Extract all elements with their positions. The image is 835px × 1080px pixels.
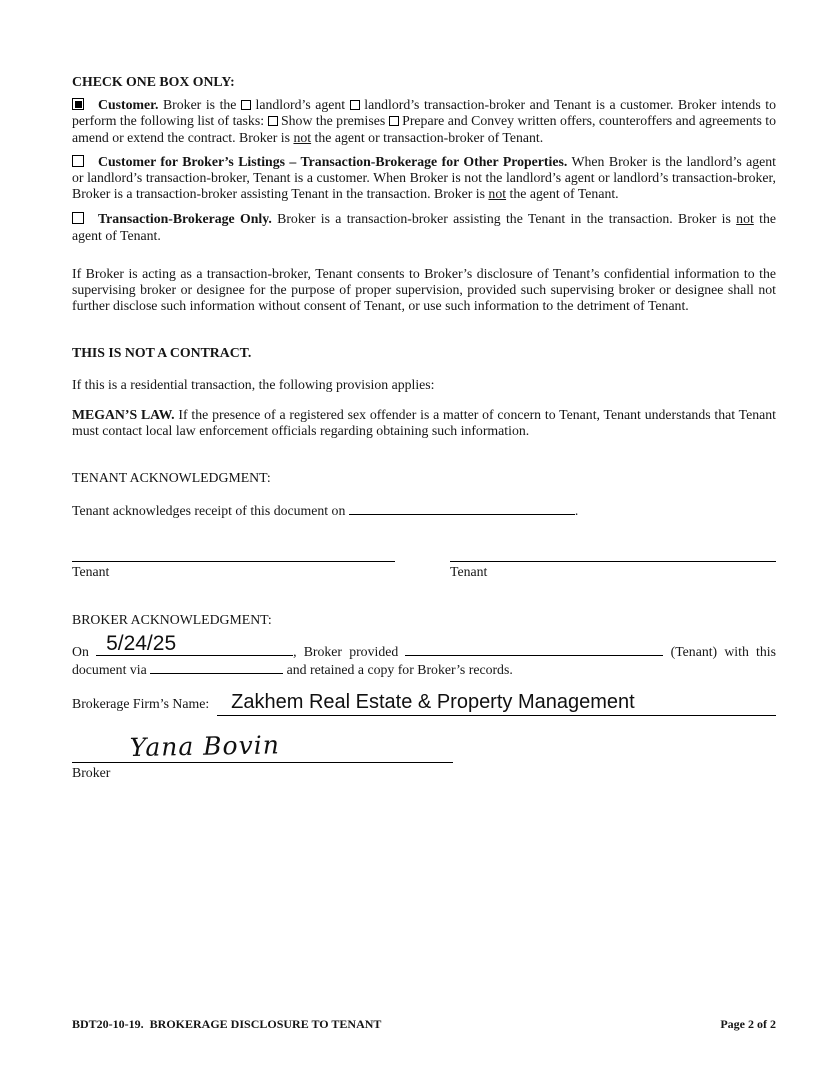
checkbox-prepare-convey[interactable]: [389, 116, 399, 126]
option-listings-text: the agent of Tenant.: [509, 186, 619, 202]
broker-signature-label: Broker: [72, 765, 111, 781]
checkbox-landlords-transaction-broker[interactable]: [350, 100, 360, 110]
tenant-signature-row: [72, 560, 776, 580]
option-customer-text: landlord’s transaction-broker and Tenant is a customer. Broker intends to perform the following list of tasks:: [72, 97, 776, 129]
tenant-signature-block-2: [450, 560, 776, 580]
broker-acknowledgment-heading: BROKER ACKNOWLEDGMENT:: [72, 611, 272, 627]
option-customer-text: Broker is the: [162, 97, 237, 113]
broker-date-value: 5/24/25: [106, 632, 177, 656]
tenant-signature-line-2[interactable]: [450, 560, 776, 562]
document-via-text: document via: [72, 662, 147, 678]
document-content: [72, 74, 776, 782]
checkbox-landlords-agent[interactable]: [241, 100, 251, 110]
option-listings-text: When Broker is the landlord’s agent or landlord’s transaction-broker, Tenant is a customer. When Broker is not the landlord’s agent or landlord’s transaction-broker, Broker is a transaction-broker assisting Tenant in the transaction. Broker is: [72, 153, 776, 202]
broker-provided-text: (Tenant) with this: [670, 644, 776, 660]
option-transaction-brokerage-only: [72, 211, 776, 243]
option-tbo-label: Transaction-Brokerage Only.: [98, 211, 272, 227]
option-tbo-text: the agent of Tenant.: [72, 211, 776, 243]
tenant-name-field[interactable]: [405, 642, 663, 656]
not-underlined: not: [736, 211, 754, 227]
brokerage-firm-row: [72, 690, 776, 716]
megans-law-text: If the presence of a registered sex offender is a matter of concern to Tenant, Tenant understands that Tenant must contact local law enforcement officials regarding obtaining such information.: [72, 406, 777, 439]
not-underlined: not: [293, 129, 312, 145]
option-listings-label: Customer for Broker’s Listings – Transaction-Brokerage for Other Properties.: [98, 153, 568, 169]
broker-signature-field[interactable]: [72, 730, 453, 763]
tenant-acknowledgment-heading: TENANT ACKNOWLEDGMENT:: [72, 470, 271, 486]
checkbox-show-premises[interactable]: [268, 116, 278, 126]
option-customer-brokers-listings: [72, 154, 776, 203]
option-customer-text: Show the premises: [280, 113, 386, 129]
receipt-text-period: .: [574, 503, 579, 519]
receipt-text: Tenant acknowledges receipt of this document on: [72, 503, 346, 519]
footer-page-number: Page 2 of 2: [720, 1017, 776, 1031]
broker-provided-text: , Broker provided: [293, 644, 399, 660]
option-customer-text: landlord’s agent: [255, 97, 346, 113]
option-customer-text: the agent or transaction-broker of Tenant.: [314, 129, 544, 145]
not-a-contract-heading: THIS IS NOT A CONTRACT.: [72, 345, 252, 361]
option-customer-text: Prepare and Convey written offers, counteroffers and agreements to amend or extend the contract. Broker is: [72, 113, 777, 145]
on-label: On: [72, 644, 89, 660]
checkbox-customer-brokers-listings[interactable]: [72, 155, 84, 167]
retained-copy-text: and retained a copy for Broker’s records.: [286, 662, 513, 678]
broker-provided-paragraph: [72, 632, 776, 678]
broker-signature-text: Yana Bovin: [129, 730, 281, 763]
brokerage-firm-name-field[interactable]: [217, 690, 776, 716]
check-one-box-heading: CHECK ONE BOX ONLY:: [72, 74, 235, 89]
receipt-date-field[interactable]: [349, 501, 575, 515]
page-footer: [72, 1016, 776, 1032]
tenant-receipt-line: [72, 501, 776, 519]
broker-date-field[interactable]: [96, 632, 293, 656]
option-customer: [72, 97, 776, 146]
megans-law-paragraph: [72, 407, 776, 439]
option-tbo-text: Broker is a transaction-broker assisting the Tenant in the transaction. Broker is: [277, 211, 731, 227]
tenant-signature-label-2: Tenant: [450, 563, 488, 579]
document-via-field[interactable]: [150, 660, 283, 674]
tenant-signature-block-1: [72, 560, 395, 580]
checkbox-transaction-brokerage-only[interactable]: [72, 212, 84, 224]
not-underlined: not: [488, 186, 507, 202]
brokerage-firm-name-value: Zakhem Real Estate & Property Management: [231, 691, 635, 714]
megans-law-label: MEGAN’S LAW.: [72, 406, 175, 422]
residential-provision-line: If this is a residential transaction, the following provision applies:: [72, 376, 435, 392]
tenant-signature-label-1: Tenant: [72, 563, 110, 579]
option-customer-label: Customer.: [98, 97, 159, 113]
brokerage-firm-label: Brokerage Firm’s Name:: [72, 696, 210, 712]
checkbox-customer[interactable]: [72, 98, 84, 110]
tenant-signature-line-1[interactable]: [72, 560, 395, 562]
confidential-info-paragraph: If Broker is acting as a transaction-broker, Tenant consents to Broker’s disclosure of Tenant’s confidential information to the supervising broker or designee for the purpose of proper supervision, provided such supervising broker or designee shall not further disclose such information without consent of Tenant, or use such information to the detriment of Tenant.: [72, 265, 776, 314]
footer-form-code: BDT20-10-19. BROKERAGE DISCLOSURE TO TENANT: [72, 1017, 382, 1031]
